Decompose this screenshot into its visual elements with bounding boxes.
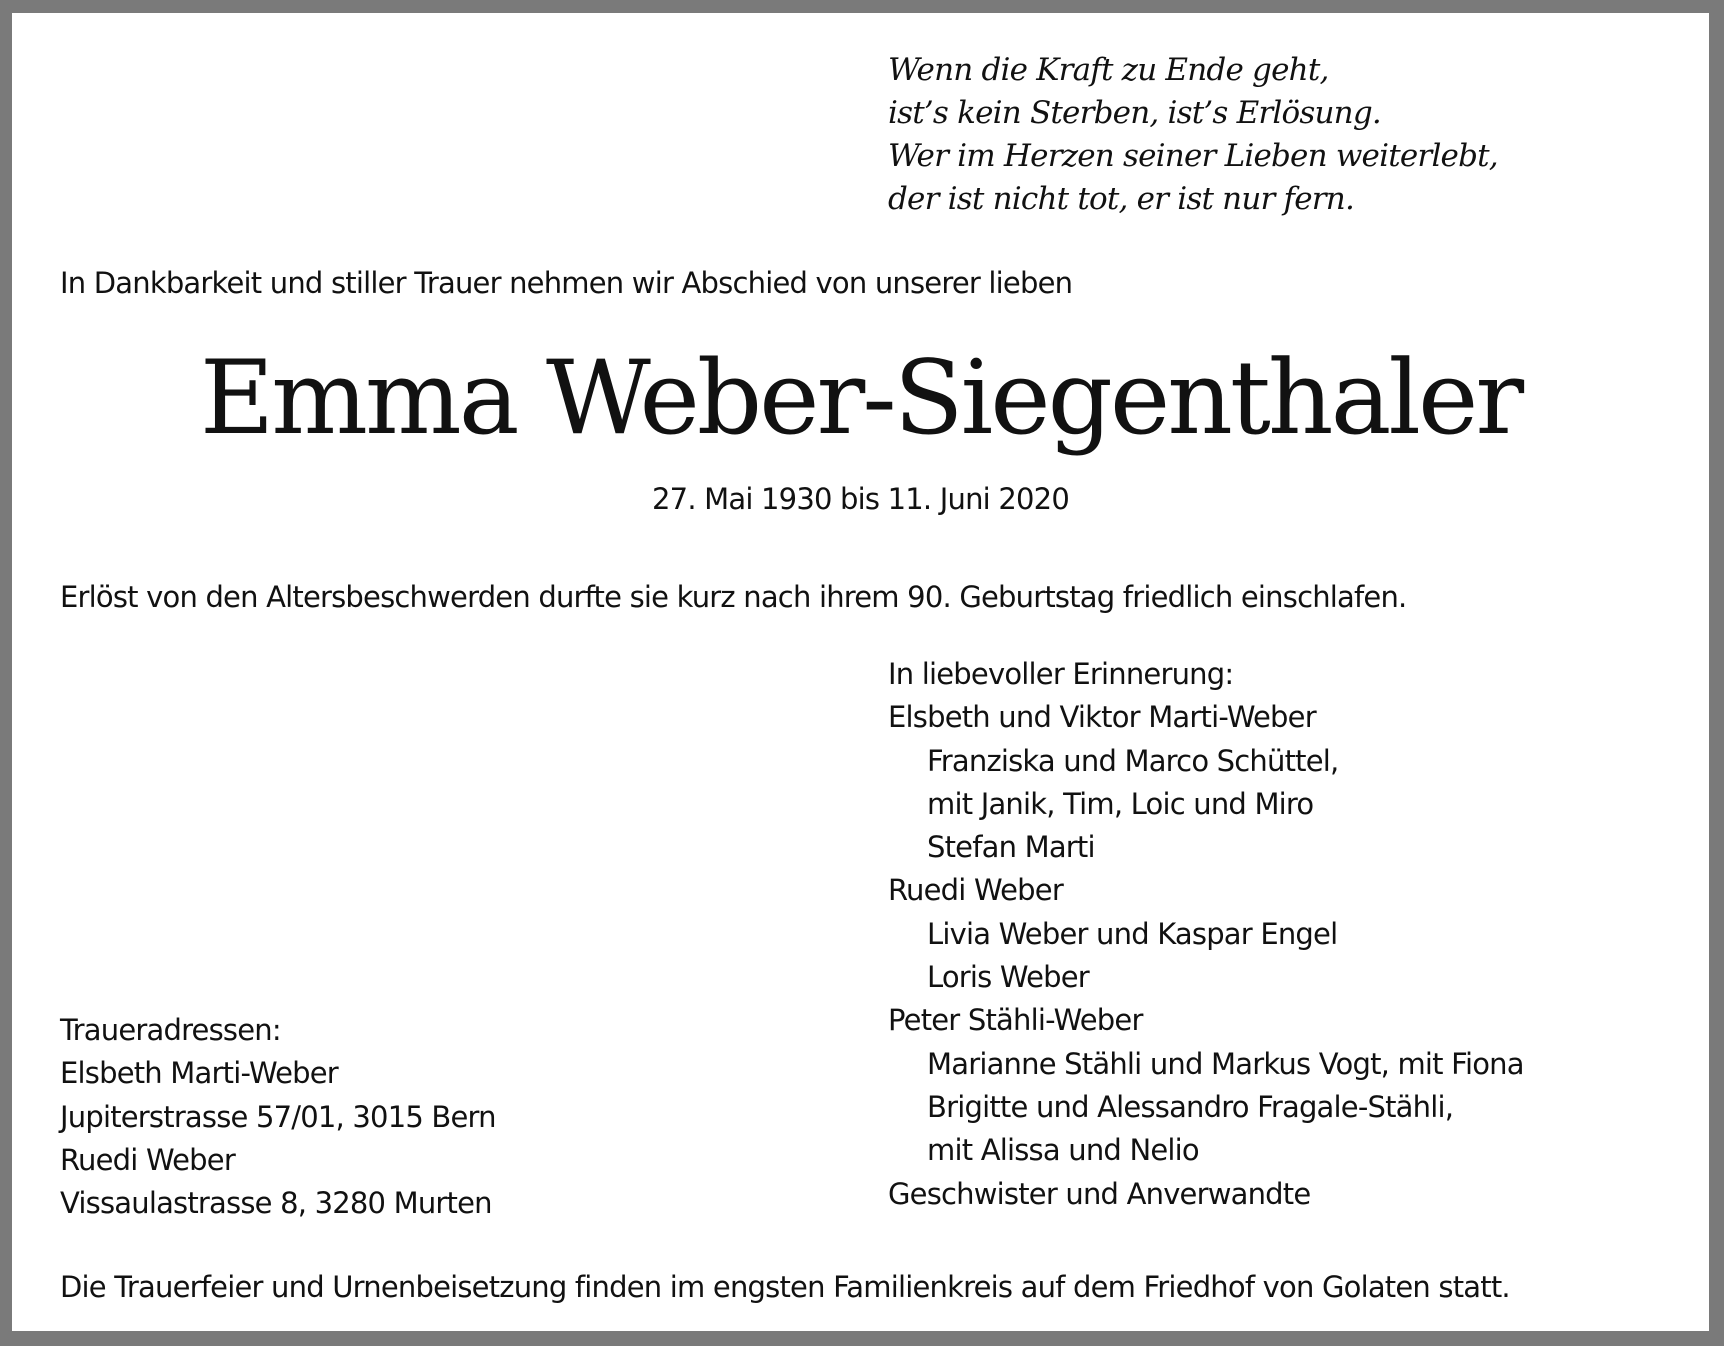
address-line: Ruedi Weber bbox=[60, 1142, 235, 1177]
deceased-name: Emma Weber-Siegenthaler bbox=[199, 339, 1522, 458]
intro-text: In Dankbarkeit und stiller Trauer nehmen wir Abschied von unserer lieben bbox=[60, 266, 1073, 300]
mourner-line: Ruedi Weber bbox=[888, 873, 1063, 908]
mourner-line: Geschwister und Anverwandte bbox=[888, 1176, 1311, 1211]
address-line: Jupiterstrasse 57/01, 3015 Bern bbox=[60, 1099, 496, 1134]
address-line: Elsbeth Marti-Weber bbox=[60, 1056, 338, 1091]
poem-line: Wenn die Kraft zu Ende geht, bbox=[888, 52, 1329, 88]
mourning-addresses bbox=[60, 1009, 496, 1225]
mourner-line: Loris Weber bbox=[927, 960, 1089, 995]
mourners-list bbox=[888, 653, 1524, 1216]
mourner-line: Marianne Stähli und Markus Vogt, mit Fiona bbox=[927, 1046, 1524, 1081]
mourner-line: Franziska und Marco Schüttel, bbox=[927, 743, 1339, 778]
mourner-line: Elsbeth und Viktor Marti-Weber bbox=[888, 700, 1316, 735]
mourner-line: Stefan Marti bbox=[927, 830, 1095, 865]
mourner-line: mit Janik, Tim, Loic und Miro bbox=[927, 786, 1314, 821]
poem-line: der ist nicht tot, er ist nur fern. bbox=[888, 181, 1355, 217]
mourner-line: mit Alissa und Nelio bbox=[927, 1133, 1199, 1168]
obituary-notice bbox=[12, 13, 1709, 1331]
release-text: Erlöst von den Altersbeschwerden durfte sie kurz nach ihrem 90. Geburtstag friedlich einschlafen. bbox=[60, 580, 1407, 614]
poem bbox=[888, 49, 1498, 221]
life-dates: 27. Mai 1930 bis 11. Juni 2020 bbox=[652, 482, 1069, 516]
funeral-note: Die Trauerfeier und Urnenbeisetzung finden im engsten Familienkreis auf dem Friedhof von Golaten statt. bbox=[60, 1270, 1510, 1304]
poem-line: Wer im Herzen seiner Lieben weiterlebt, bbox=[888, 138, 1498, 174]
addresses-heading: Traueradressen: bbox=[60, 1013, 281, 1047]
mourner-line: Livia Weber und Kaspar Engel bbox=[927, 916, 1338, 951]
address-line: Vissaulastrasse 8, 3280 Murten bbox=[60, 1186, 492, 1221]
mourner-line: Peter Stähli-Weber bbox=[888, 1003, 1143, 1038]
poem-line: ist’s kein Sterben, ist’s Erlösung. bbox=[888, 95, 1381, 131]
mourners-heading: In liebevoller Erinnerung: bbox=[888, 657, 1234, 691]
mourner-line: Brigitte und Alessandro Fragale-Stähli, bbox=[927, 1089, 1454, 1124]
